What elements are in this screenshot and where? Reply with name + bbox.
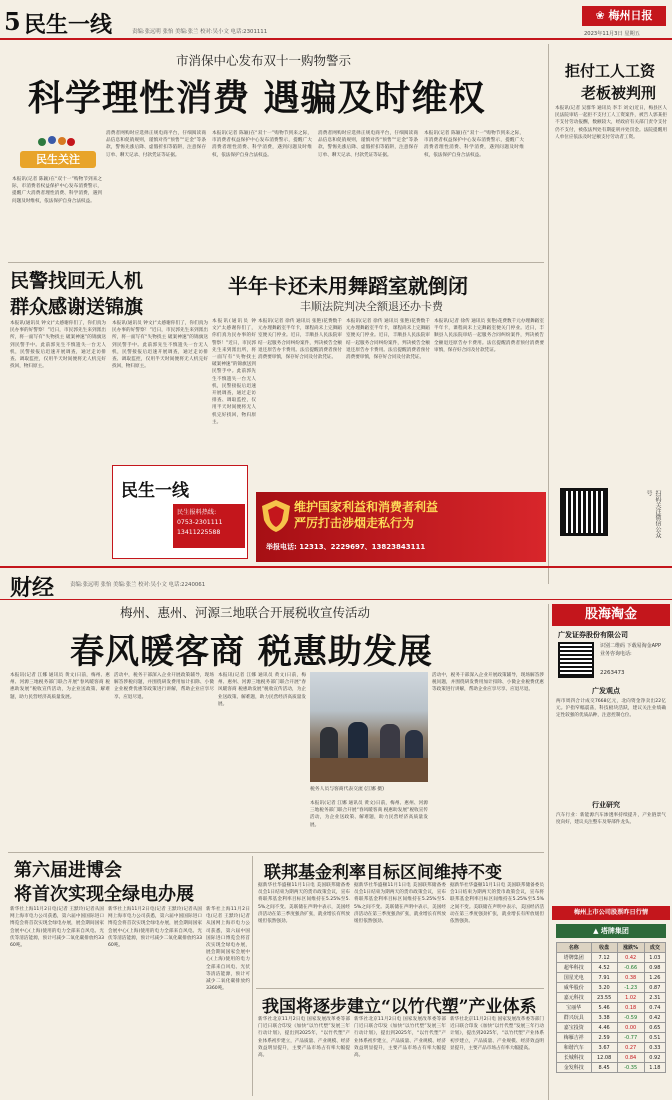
table-cell: 0.38 [617, 973, 644, 983]
page-number: 5 [4, 7, 21, 36]
issue-date: 2023年11月3日 星期五 [584, 31, 640, 37]
finance-section-title: 财经 [10, 575, 55, 601]
stock-table-body [557, 953, 666, 1073]
hotline-ad-logo: 民生一线 [121, 481, 189, 501]
finance-body-col1: 本报讯(记者 江娜 通讯员 黄文)日前，梅州、惠州、河源三地税务部门联合开展“春风暖客商 税惠助发展”税收宣传活动，为企业送政策、解难题，助力民营经济高质量发展。 [10, 673, 110, 700]
table-cell: 群兴玩具 [557, 1013, 592, 1023]
masthead-logo-icon: ❀ [595, 9, 609, 22]
dance-body-col3: 本报讯(记者 徐传 通讯员 张艳)花费数千元办理舞蹈室半年卡，课程尚未上完舞蹈室便关门停业。近日，丰顺县人民法院审结一起服务合同纠纷案件，判决被告全额退还原告办卡费用。法官提醒消费者预付消费要审慎，保存好合同及付款凭证。 [434, 319, 544, 353]
table-cell: 长城科技 [557, 1053, 592, 1063]
table-cell: 1.18 [644, 1063, 665, 1073]
table-row [557, 983, 666, 993]
table-cell: 嘉宝投资 [557, 1023, 592, 1033]
banner-hotline: 举报电话: 12313、2229697、13823843111 [266, 543, 426, 551]
table-cell: -0.77 [617, 1033, 644, 1043]
hotline-box [173, 504, 245, 548]
table-cell: 金发科技 [557, 1063, 592, 1073]
fed-body-col3: 据新华社华盛顿11月1日电 美国联邦储备委员会1日结束为期两天的货币政策会议，宣布将联邦基金利率目标区间维持在5.25%至5.5%之间不变。美联储在声明中表示，美国经济活动在第三季度强劲扩张，就业增长有所放缓但依然强劲。 [450, 883, 544, 925]
badge-label: 民生关注 [20, 151, 96, 168]
drone-body-col1: 本报讯(通讯员 钟文)“太感谢你们了，你们真为民办事的好警察！”近日，市民郭先生来到派出所，将一面写有“失物找主 破案神速”的锦旗送到民警手中。此前郭先生不慎遗失一台无人机，民警接报后迅速开展调查，通过走访排查、调取监控，仅用半天时间便将无人机完好找回，物归原主。 [10, 321, 106, 370]
table-cell: 7.12 [591, 953, 617, 963]
banner-slogan-1: 维护国家利益和消费者利益 [294, 500, 439, 514]
table-cell: 3.20 [591, 983, 617, 993]
finance-body-col4: 活动中，税务干部深入企业开展政策辅导，现场解答涉税问题，并围绕研发费用加计扣除、小微企业税费优惠等政策进行讲解，帮助企业应享尽享、应退尽退。 [432, 673, 544, 693]
finance-header [0, 566, 672, 600]
table-cell: 国星光电 [557, 973, 592, 983]
finance-photo-caption: 税务人员与客商代表交流 (江娜 摄) [310, 787, 384, 792]
table-row [557, 1023, 666, 1033]
table-cell: -0.66 [617, 963, 644, 973]
dance-body-col0: 本报讯(通讯员 钟文)“太感谢你们了，你们真为民办事的好警察！”近日，市民郭先生来到派出所，将一面写有“失物找主 破案神速”的锦旗送到民警手中。此前郭先生不慎遗失一台无人机，民警接报后迅速开展调查，通过走访排查、调取监控，仅用半天时间便将无人机完好找回，物归原主。 [212, 319, 256, 425]
table-cell: -1.23 [617, 983, 644, 993]
logo-mark-icon: ▲ [593, 927, 601, 935]
table-row [557, 1003, 666, 1013]
stock-company: 广发证券股份有限公司 [558, 631, 628, 639]
stock-table [556, 942, 666, 1073]
table-cell: 3.38 [591, 1013, 617, 1023]
broker-qr-code [558, 642, 594, 678]
banner-slogan-2: 严厉打击涉烟走私行为 [294, 516, 415, 530]
table-cell: 0.98 [644, 963, 665, 973]
col-header: 涨跌% [617, 943, 644, 953]
page-header [0, 0, 672, 40]
fed-body-col2: 据新华社华盛顿11月1日电 美国联邦储备委员会1日结束为期两天的货币政策会议，宣布将联邦基金利率目标区间维持在5.25%至5.5%之间不变。美联储在声明中表示，美国经济活动在第三季度强劲扩张，就业增长有所放缓但依然强劲。 [354, 883, 446, 925]
tobacco-banner [256, 492, 546, 562]
table-row [557, 1033, 666, 1043]
table-row [557, 963, 666, 973]
table-cell: 3.67 [591, 1043, 617, 1053]
table-cell: -0.59 [617, 1013, 644, 1023]
table-cell: 4.46 [591, 1023, 617, 1033]
expo-body-col2: 新华社上海11月2日电(记者 王默玲)记者从国网上海市电力公司获悉，第六届中国国际进口博览会将首次实现全绿电办展，展会期间国家会展中心(上海)使用的电力全部来自风电、光伏等清洁能源，预计可减少二氧化碳排放约3360吨。 [108, 907, 202, 949]
qr-code [560, 488, 608, 536]
lead-body-col3: 本报讯(记者 陈颖)在“双十一”购物节到来之际，市消费者权益保护中心发布消费警示，提醒广大消费者理性消费、科学消费，遇到问题及时维权，依法保护自身合法权益。 [212, 131, 312, 158]
stock-tel: 2263473 [600, 670, 625, 676]
table-cell: 宝丽华 [557, 1003, 592, 1013]
lead-kicker: 市消保中心发布双十一购物警示 [176, 53, 352, 68]
masthead: ❀ 梅州日报 [582, 6, 666, 26]
expo-body-col1: 新华社上海11月2日电(记者 王默玲)记者从国网上海市电力公司获悉，第六届中国国际进口博览会将首次实现全绿电办展，展会期间国家会展中心(上海)使用的电力全部来自风电、光伏等清洁能源，预计可减少二氧化碳排放约3360吨。 [10, 907, 104, 949]
table-cell: 塔牌集团 [557, 953, 592, 963]
expo-title-1: 第六届进博会 [14, 860, 122, 881]
table-cell: 5.46 [591, 1003, 617, 1013]
table-cell: -0.35 [617, 1063, 644, 1073]
lead-body-col4: 消费者网购时应选择正规电商平台，仔细阅读商品信息和促销规则，谨慎对待“预售”“定金”等条款，警惕先涨后降、虚假折扣等陷阱，注意保存订单、聊天记录、付款凭证等证据。 [318, 131, 418, 158]
table-cell: 4.52 [591, 963, 617, 973]
bamboo-body-col1: 新华社北京11月2日电 国家发展改革委等部门近日联合印发《加快“以竹代塑”发展三年行动计划》，提出到2025年，“以竹代塑”产业体系初步建立，产品质量、产业规模、经济效益明显提升，主要产品市场占有率大幅提高。 [258, 1017, 350, 1059]
expo-body-col3: 新华社上海11月2日电(记者 王默玲)记者从国网上海市电力公司获悉，第六届中国国际进口博览会将首次实现全绿电办展，展会期间国家会展中心(上海)使用的电力全部来自风电、光伏等清洁能源，预计可减少二氧化碳排放约3360吨。 [206, 907, 250, 992]
lead-body-col2: 消费者网购时应选择正规电商平台，仔细阅读商品信息和促销规则，谨慎对待“预售”“定金”等条款，警惕先涨后降、虚假折扣等陷阱，注意保存订单、聊天记录、付款凭证等证据。 [106, 131, 206, 158]
table-row [557, 1043, 666, 1053]
expo-title-2: 将首次实现全绿电办展 [14, 884, 194, 905]
table-cell: 2.31 [644, 993, 665, 1003]
industry-title: 行业研究 [592, 801, 620, 809]
table-row [557, 1053, 666, 1063]
dance-body-col1: 本报讯(记者 徐传 通讯员 张艳)花费数千元办理舞蹈室半年卡，课程尚未上完舞蹈室便关门停业。近日，丰顺县人民法院审结一起服务合同纠纷案件，判决被告全额退还原告办卡费用。法官提醒消费者预付消费要审慎，保存好合同及付款凭证。 [258, 319, 342, 361]
hotline-ad [112, 465, 248, 559]
hotline-line-1: 民生报料热线: [177, 509, 217, 516]
bamboo-body-col3: 新华社北京11月2日电 国家发展改革委等部门近日联合印发《加快“以竹代塑”发展三年行动计划》，提出到2025年，“以竹代塑”产业体系初步建立，产品质量、产业规模、经济效益明显提升，主要产品市场占有率大幅提高。 [450, 1017, 544, 1051]
lead-badge [16, 133, 100, 169]
table-cell: 梅雁吉祥 [557, 1033, 592, 1043]
table-cell: 威华股份 [557, 983, 592, 993]
finance-body-col5: 本报讯(记者 江娜 通讯员 黄文)日前，梅州、惠州、河源三地税务部门联合开展“春风暖客商 税惠助发展”税收宣传活动，为企业送政策、解难题，助力民营经济高质量发展。 [310, 801, 428, 828]
table-cell: 7.91 [591, 973, 617, 983]
table-cell: 1.26 [644, 973, 665, 983]
table-cell: 0.27 [617, 1043, 644, 1053]
table-cell: 0.00 [617, 1023, 644, 1033]
drone-title-1: 民警找回无人机 [10, 270, 144, 292]
dance-subtitle: 丰顺法院判决全额退还办卡费 [300, 300, 443, 313]
shield-icon [260, 498, 292, 534]
table-cell: 0.18 [617, 1003, 644, 1013]
right-story-title-1: 拒付工人工资 [565, 62, 656, 80]
col-header: 成交 [644, 943, 665, 953]
qr-label: 扫码关注微信公众号 [645, 490, 661, 538]
lead-body-col5: 本报讯(记者 陈颖)在“双十一”购物节到来之际，市消费者权益保护中心发布消费警示，提醒广大消费者理性消费、科学消费，遇到问题及时维权，依法保护自身合法权益。 [424, 131, 524, 158]
fed-title: 联邦基金利率目标区间维持不变 [264, 863, 502, 883]
fed-body-col1: 据新华社华盛顿11月1日电 美国联邦储备委员会1日结束为期两天的货币政策会议，宣布将联邦基金利率目标区间维持在5.25%至5.5%之间不变。美联储在声明中表示，美国经济活动在第三季度强劲扩张，就业增长有所放缓但依然强劲。 [258, 883, 350, 925]
finance-body-col3: 本报讯(记者 江娜 通讯员 黄文)日前，梅州、惠州、河源三地税务部门联合开展“春风暖客商 税惠助发展”税收宣传活动，为企业送政策、解难题，助力民营经济高质量发展。 [218, 673, 306, 707]
drone-body-col2: 本报讯(通讯员 钟文)“太感谢你们了，你们真为民办事的好警察！”近日，市民郭先生来到派出所，将一面写有“失物找主 破案神速”的锦旗送到民警手中。此前郭先生不慎遗失一台无人机，民警接报后迅速开展调查，通过走访排查、调取监控，仅用半天时间便将无人机完好找回，物归原主。 [112, 321, 208, 370]
dance-title: 半年卡还未用舞蹈室就倒闭 [228, 274, 468, 298]
table-row [557, 1063, 666, 1073]
table-row [557, 993, 666, 1003]
tower-logo: ▲ 塔牌集团 [556, 924, 666, 938]
right-story-title-2: 老板被判刑 [581, 84, 657, 102]
col-header: 收盘 [591, 943, 617, 953]
table-cell: 8.45 [591, 1063, 617, 1073]
drone-title-2: 群众感谢送锦旗 [10, 296, 144, 318]
bamboo-body-col2: 新华社北京11月2日电 国家发展改革委等部门近日联合印发《加快“以竹代塑”发展三年行动计划》，提出到2025年，“以竹代塑”产业体系初步建立，产品质量、产业规模、经济效益明显提升，主要产品市场占有率大幅提高。 [354, 1017, 446, 1059]
table-cell: 0.92 [644, 1053, 665, 1063]
table-cell: 0.42 [617, 953, 644, 963]
finance-photo [310, 672, 428, 782]
right-story-body: 本报讯(记者 吴群华 通讯员 李丰 刘文)近日，梅县区人民法院审结一起拒不支付工人工资案件，被告人郭某拒不支付劳动报酬，数额较大，经政府有关部门责令支付仍不支付，被依法判处有期徒刑并处罚金。法院提醒用人单位应依法及时足额支付劳动者工资。 [555, 106, 667, 140]
col-header: 名称 [557, 943, 592, 953]
table-row [557, 953, 666, 963]
hotline-line-2: 0753-2301111 [177, 519, 223, 526]
credits: 责编:张远明 张怡 美编:张兰 校对:吴小文 电话:2301111 [132, 29, 268, 35]
table-cell: 23.55 [591, 993, 617, 1003]
table-cell: 12.08 [591, 1053, 617, 1063]
table-cell: 和谐汽车 [557, 1043, 592, 1053]
table-title: 梅州上市公司股票昨日行情 [552, 906, 670, 920]
industry-body: 汽车行业：新能源汽车渗透率持续提升，产业链景气度向好，建议关注整车及零部件龙头。 [556, 813, 666, 826]
table-cell: 0.65 [644, 1023, 665, 1033]
finance-body-col2: 活动中，税务干部深入企业开展政策辅导，现场解答涉税问题，并围绕研发费用加计扣除、小微企业税费优惠等政策进行讲解，帮助企业应享尽享、应退尽退。 [114, 673, 214, 700]
table-cell: 2.59 [591, 1033, 617, 1043]
table-cell: 0.74 [644, 1003, 665, 1013]
table-row [557, 1013, 666, 1023]
table-cell: 0.87 [644, 983, 665, 993]
stock-header: 股海淘金 [552, 604, 670, 626]
stock-table-header [557, 943, 666, 953]
view-title: 广发观点 [592, 687, 620, 695]
megaphone-icon [36, 133, 76, 151]
finance-credits: 责编:张远明 张怡 美编:张兰 校对:吴小文 电话:2240061 [70, 582, 206, 588]
table-cell: 0.42 [644, 1013, 665, 1023]
hotline-line-3: 13411225588 [177, 529, 221, 536]
lead-body-col1: 本报讯(记者 陈颖)在“双十一”购物节到来之际，市消费者权益保护中心发布消费警示，提醒广大消费者理性消费、科学消费，遇到问题及时维权，依法保护自身合法权益。 [12, 177, 102, 204]
table-cell: 0.84 [617, 1053, 644, 1063]
table-cell: 嘉元科技 [557, 993, 592, 1003]
bamboo-title: 我国将逐步建立“以竹代塑”产业体系 [262, 997, 537, 1017]
dance-body-col2: 本报讯(记者 徐传 通讯员 张艳)花费数千元办理舞蹈室半年卡，课程尚未上完舞蹈室便关门停业。近日，丰顺县人民法院审结一起服务合同纠纷案件，判决被告全额退还原告办卡费用。法官提醒消费者预付消费要审慎，保存好合同及付款凭证。 [346, 319, 430, 361]
table-cell: 超华科技 [557, 963, 592, 973]
finance-kicker: 梅州、惠州、河源三地联合开展税收宣传活动 [120, 605, 371, 620]
lead-title: 科学理性消费 遇骗及时维权 [28, 77, 486, 119]
table-cell: 1.03 [644, 953, 665, 963]
table-cell: 0.33 [644, 1043, 665, 1053]
table-row [557, 973, 666, 983]
stock-service: 识别二维码 下载易淘金APP 业务咨询电话: [600, 643, 662, 657]
finance-title: 春风暖客商 税惠助发展 [70, 632, 433, 672]
view-body: 两市周四合计成交7668亿元，北向资金净卖出22亿元。沪指窄幅震荡，科技板块活跃，建议关注业绩确定性较强的优质品种，注意控制仓位。 [556, 699, 666, 719]
table-cell: 0.51 [644, 1033, 665, 1043]
table-cell: 1.02 [617, 993, 644, 1003]
section-title: 民生一线 [24, 12, 113, 38]
